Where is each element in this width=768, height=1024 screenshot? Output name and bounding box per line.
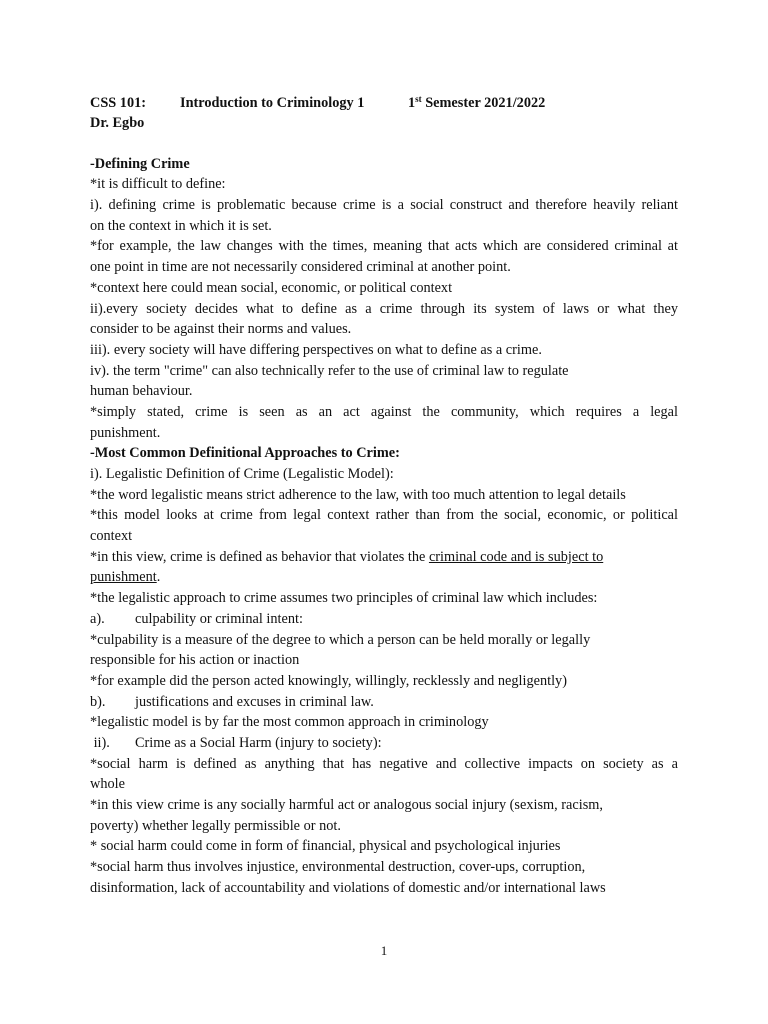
spacer bbox=[90, 133, 678, 154]
body-line: *in this view, crime is defined as behavior that violates the criminal code and is subject to bbox=[90, 548, 604, 565]
body-line: *simply stated, crime is seen as an act against the community, which requires a legal bbox=[90, 403, 678, 420]
body-line: whole bbox=[90, 776, 125, 793]
body-line: *culpability is a measure of the degree to which a person can be held morally or legally bbox=[90, 631, 591, 648]
course-code: CSS 101: bbox=[90, 95, 147, 111]
underlined-text: criminal code and is subject to bbox=[428, 548, 604, 565]
list-item: b). justifications and excuses in criminal law. bbox=[90, 692, 678, 713]
body-line: punishment. bbox=[90, 569, 161, 586]
body-line: iii). every society will have differing perspectives on what to define as a crime. bbox=[90, 341, 542, 358]
semester: 1st Semester 2021/2022 bbox=[408, 94, 546, 111]
body-line: *this model looks at crime from legal context rather than from the social, economic, or political bbox=[90, 507, 678, 524]
page-number: 1 bbox=[380, 943, 388, 958]
section-heading-approaches: -Most Common Definitional Approaches to Crime: bbox=[90, 445, 400, 462]
body-line: *for example did the person acted knowingly, willingly, recklessly and negligently) bbox=[90, 672, 567, 689]
body-line: consider to be against their norms and values. bbox=[90, 321, 352, 338]
body-line: one point in time are not necessarily considered criminal at another point. bbox=[90, 259, 511, 276]
list-marker: ii). bbox=[90, 734, 110, 751]
body-line: *the legalistic approach to crime assumes two principles of criminal law which includes: bbox=[90, 590, 598, 607]
course-header bbox=[90, 93, 678, 113]
body-line: iv). the term "crime" can also technically refer to the use of criminal law to regulate bbox=[90, 362, 569, 379]
body-line: disinformation, lack of accountability and violations of domestic and/or international laws bbox=[90, 879, 606, 896]
lecturer-name: Dr. Egbo bbox=[90, 115, 145, 131]
list-item: ii). Crime as a Social Harm (injury to society): bbox=[90, 733, 678, 754]
body-line: *it is difficult to define: bbox=[90, 176, 226, 193]
section-heading-defining-crime: -Defining Crime bbox=[90, 155, 190, 172]
body-line: *social harm is defined as anything that has negative and collective impacts on society as a bbox=[90, 755, 678, 772]
body-line: * social harm could come in form of financial, physical and psychological injuries bbox=[90, 838, 561, 855]
body-line: *social harm thus involves injustice, environmental destruction, cover-ups, corruption, bbox=[90, 859, 586, 876]
course-title: Introduction to Criminology 1 bbox=[180, 95, 365, 111]
body-line: ii).every society decides what to define as a crime through its system of laws or what they bbox=[90, 300, 678, 317]
body-line: *in this view crime is any socially harmful act or analogous social injury (sexism, racism, bbox=[90, 797, 603, 813]
body-line: *context here could mean social, economic, or political context bbox=[90, 279, 453, 296]
body-line: punishment. bbox=[90, 424, 161, 441]
underlined-text: punishment bbox=[90, 569, 157, 586]
body-line: i). defining crime is problematic because crime is a social construct and therefore heavily reliant bbox=[90, 197, 678, 214]
list-marker: b). bbox=[90, 693, 106, 710]
body-line: context bbox=[90, 528, 133, 545]
list-marker: a). bbox=[90, 610, 105, 627]
body-line: *for example, the law changes with the times, meaning that acts which are considered criminal at bbox=[90, 238, 678, 255]
body-line: *the word legalistic means strict adherence to the law, with too much attention to legal details bbox=[90, 486, 626, 503]
page-content bbox=[90, 93, 678, 898]
body-line: human behaviour. bbox=[90, 383, 193, 400]
body-line: responsible for his action or inaction bbox=[90, 652, 300, 669]
list-item: a). culpability or criminal intent: bbox=[90, 609, 678, 630]
body-line: poverty) whether legally permissible or not. bbox=[90, 817, 341, 834]
body-line: on the context in which it is set. bbox=[90, 217, 272, 234]
body-line: *legalistic model is by far the most common approach in criminology bbox=[90, 714, 489, 731]
body-line: i). Legalistic Definition of Crime (Legalistic Model): bbox=[90, 466, 394, 482]
